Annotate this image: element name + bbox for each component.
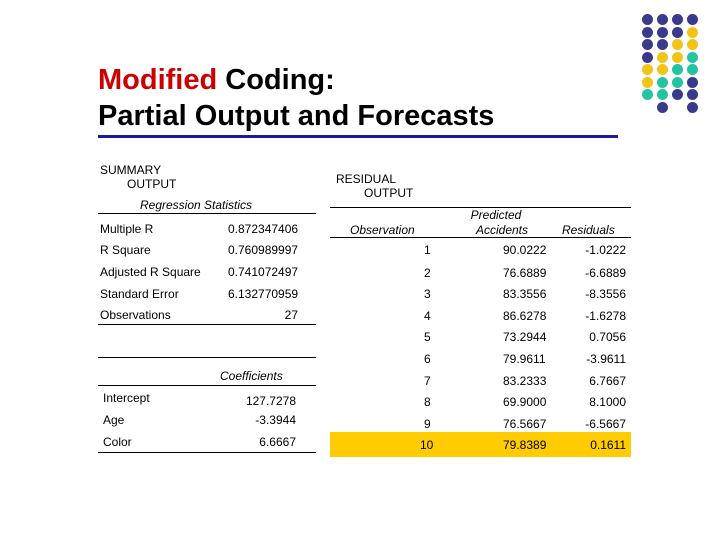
- header-predicted-line2: Accidents: [475, 223, 529, 237]
- pred-cell: 76.5667: [503, 417, 547, 431]
- stats-bottom-rule: [98, 324, 316, 325]
- decorative-dot: [657, 14, 668, 25]
- decorative-dot: [657, 77, 668, 88]
- coef-value: 6.6667: [259, 435, 296, 449]
- stat-value: 6.132770959: [228, 287, 299, 301]
- decorative-dot: [672, 39, 683, 50]
- decorative-dot: [642, 64, 653, 75]
- decorative-dot: [657, 39, 668, 50]
- resid-cell: -3.9611: [586, 352, 626, 366]
- stat-label: R Square: [100, 243, 151, 257]
- coef-label: Color: [103, 435, 132, 449]
- resid-cell: -1.6278: [585, 309, 626, 323]
- slide-title: [98, 62, 494, 134]
- obs-cell: 1: [424, 243, 431, 257]
- coef-label: Intercept: [103, 391, 150, 405]
- pred-cell: 83.2333: [503, 374, 547, 388]
- resid-cell: 0.1611: [590, 438, 626, 452]
- title-line1-rest: Coding:: [217, 64, 335, 96]
- coef-bottom-rule: [98, 452, 316, 453]
- stat-value: 0.872347406: [228, 222, 299, 236]
- pred-cell: 90.0222: [503, 243, 547, 257]
- decorative-dot: [672, 77, 683, 88]
- pred-cell: 83.3556: [503, 287, 547, 301]
- residual-label-line1: RESIDUAL: [336, 172, 397, 186]
- pred-cell: 73.2944: [503, 330, 547, 344]
- header-observation: Observation: [350, 223, 415, 237]
- decorative-dot: [657, 52, 668, 63]
- regression-stats-header: Regression Statistics: [140, 198, 253, 212]
- residual-header-rule: [330, 237, 631, 238]
- resid-cell: 8.1000: [589, 395, 626, 409]
- decorative-dot: [687, 77, 698, 88]
- coef-label: Age: [103, 413, 125, 427]
- pred-cell: 79.8389: [503, 438, 547, 452]
- stat-label: Observations: [100, 308, 171, 322]
- residual-label-line2: OUTPUT: [364, 186, 414, 200]
- resid-cell: -8.3556: [585, 287, 626, 301]
- title-line2: Partial Output and Forecasts: [98, 100, 495, 132]
- resid-cell: -6.5667: [585, 417, 626, 431]
- coef-top-rule: [98, 357, 316, 358]
- coefficients-header: Coefficients: [220, 369, 283, 383]
- title-underline: [98, 135, 618, 138]
- obs-cell: 2: [424, 266, 431, 280]
- coef-value: -3.3944: [255, 413, 296, 427]
- coef-header-rule: [98, 385, 316, 386]
- decorative-dot: [657, 64, 668, 75]
- decorative-dot: [642, 77, 653, 88]
- decorative-dot: [672, 89, 683, 100]
- stat-value: 0.760989997: [228, 243, 299, 257]
- decorative-dot: [642, 89, 653, 100]
- pred-cell: 79.9611: [503, 352, 546, 366]
- obs-cell: 3: [424, 287, 431, 301]
- coef-value: 127.7278: [245, 394, 296, 408]
- decorative-dot: [687, 52, 698, 63]
- obs-cell: 5: [424, 330, 431, 344]
- pred-cell: 69.9000: [503, 395, 547, 409]
- stat-label: Multiple R: [100, 222, 154, 236]
- decorative-dot: [672, 27, 683, 38]
- obs-cell: 6: [424, 352, 431, 366]
- stat-value: 0.741072497: [228, 265, 299, 279]
- resid-cell: -1.0222: [585, 243, 626, 257]
- decorative-dot: [642, 27, 653, 38]
- decorative-dot: [657, 27, 668, 38]
- summary-label-line2: OUTPUT: [127, 177, 177, 191]
- obs-cell: 4: [424, 309, 431, 323]
- decorative-dot: [642, 52, 653, 63]
- decorative-dot: [687, 39, 698, 50]
- stat-label: Adjusted R Square: [100, 265, 201, 279]
- obs-cell: 9: [424, 417, 431, 431]
- decorative-dot: [687, 14, 698, 25]
- stat-value: 27: [284, 308, 298, 322]
- obs-cell: 8: [424, 395, 431, 409]
- obs-cell: 10: [420, 438, 434, 452]
- decorative-dot: [642, 39, 653, 50]
- decorative-dot: [687, 102, 698, 113]
- decorative-dot: [687, 64, 698, 75]
- obs-cell: 7: [424, 374, 431, 388]
- decorative-dot: [657, 102, 668, 113]
- header-residuals: Residuals: [562, 223, 615, 237]
- summary-label-line1: SUMMARY: [100, 163, 162, 177]
- decorative-dot: [672, 14, 683, 25]
- decorative-dot: [687, 89, 698, 100]
- pred-cell: 76.6889: [503, 266, 547, 280]
- resid-cell: 6.7667: [589, 374, 626, 388]
- decorative-dot-grid: [642, 14, 708, 114]
- decorative-dot: [672, 52, 683, 63]
- decorative-dot: [672, 64, 683, 75]
- resid-cell: 0.7056: [589, 330, 626, 344]
- decorative-dot: [657, 89, 668, 100]
- stats-header-rule: [98, 213, 316, 214]
- resid-cell: -6.6889: [585, 266, 626, 280]
- header-predicted-line1: Predicted: [470, 208, 522, 222]
- stat-label: Standard Error: [100, 287, 179, 301]
- title-accent-word: Modified: [98, 64, 218, 96]
- decorative-dot: [642, 14, 653, 25]
- decorative-dot: [687, 27, 698, 38]
- pred-cell: 86.6278: [503, 309, 547, 323]
